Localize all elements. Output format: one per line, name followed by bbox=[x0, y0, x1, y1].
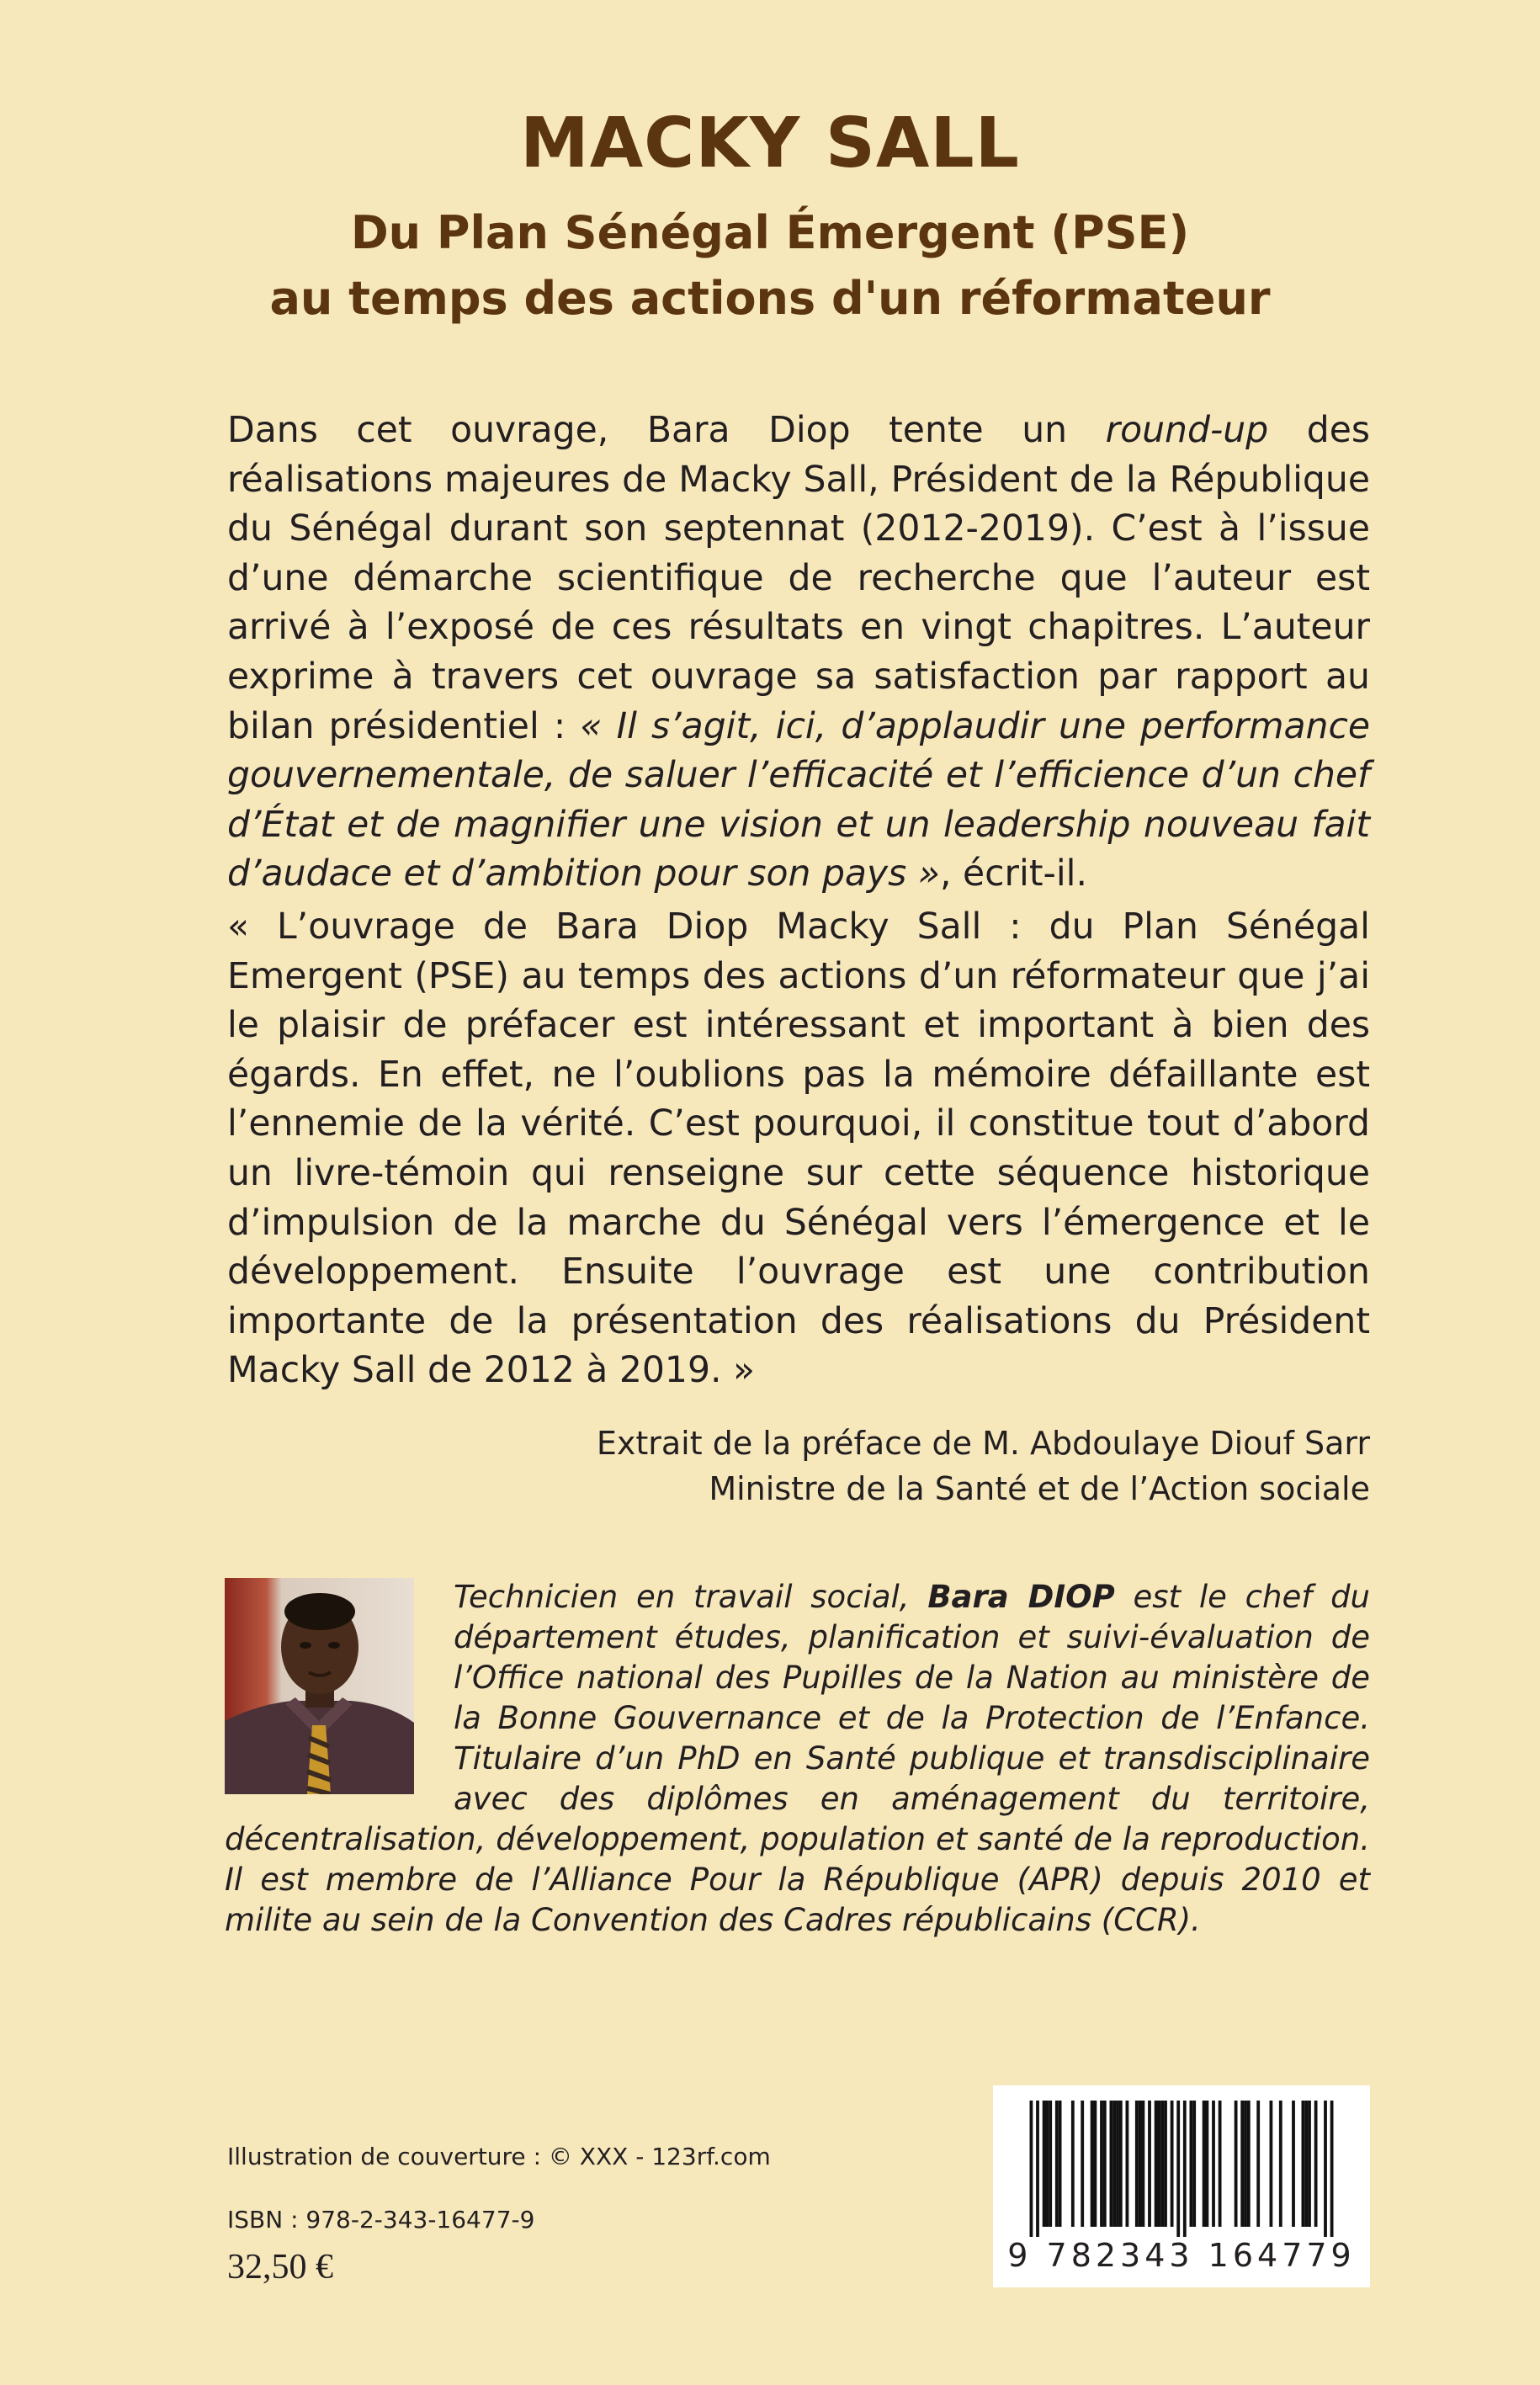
summary-text-3: , écrit-il. bbox=[940, 853, 1087, 895]
barcode-bar bbox=[1059, 2101, 1062, 2227]
barcode-bar bbox=[1126, 2101, 1129, 2227]
barcode-bar bbox=[1049, 2101, 1052, 2227]
barcode bbox=[993, 2085, 1370, 2287]
barcode-bar bbox=[1071, 2101, 1075, 2227]
attribution-line-2: Ministre de la Santé et de l’Action sociale bbox=[709, 1470, 1370, 1507]
barcode-bar bbox=[1302, 2101, 1305, 2227]
barcode-bar bbox=[1203, 2101, 1206, 2227]
barcode-bar bbox=[1160, 2101, 1164, 2227]
barcode-bar bbox=[1135, 2101, 1139, 2227]
barcode-bar bbox=[1036, 2101, 1039, 2237]
barcode-bar bbox=[1055, 2101, 1059, 2227]
barcode-bar bbox=[1094, 2101, 1097, 2227]
barcode-bar bbox=[1119, 2101, 1123, 2227]
price: 32,50 € bbox=[227, 2248, 333, 2287]
barcode-bar bbox=[1256, 2101, 1260, 2227]
barcode-bar bbox=[1116, 2101, 1119, 2227]
isbn: ISBN : 978-2-343-16477-9 bbox=[227, 2206, 535, 2234]
barcode-bar bbox=[1091, 2101, 1094, 2227]
barcode-bar bbox=[1046, 2101, 1049, 2227]
preface-attribution bbox=[597, 1421, 1370, 1511]
barcode-bar bbox=[1192, 2101, 1196, 2227]
barcode-digits: 9 782343 164779 bbox=[1007, 2237, 1356, 2274]
barcode-bar bbox=[1081, 2101, 1084, 2227]
summary-quote: « Il s’agit, ici, d’applaudir une performance gouvernementale, de saluer l’efficacité et l’efficience d’un chef d’État et de magnifier une vision et un leadership nouveau fait d’audace et d’ambition pour son pays » bbox=[227, 705, 1370, 895]
cover-illustration-credit: Illustration de couverture : © XXX - 123rf.com bbox=[227, 2143, 771, 2170]
barcode-bar bbox=[1270, 2101, 1273, 2227]
barcode-bar bbox=[1219, 2101, 1222, 2227]
barcode-bar bbox=[1113, 2101, 1116, 2227]
barcode-bar bbox=[1148, 2101, 1151, 2227]
title-block bbox=[0, 99, 1540, 332]
barcode-bar bbox=[1330, 2101, 1334, 2237]
barcode-bar bbox=[1190, 2101, 1193, 2227]
barcode-bar bbox=[1142, 2101, 1145, 2227]
barcode-bar bbox=[1103, 2101, 1107, 2227]
book-subtitle bbox=[0, 200, 1540, 332]
barcode-bar bbox=[1139, 2101, 1142, 2227]
barcode-bar bbox=[1240, 2101, 1244, 2227]
barcode-bar bbox=[1212, 2101, 1215, 2227]
book-title: MACKY SALL bbox=[520, 104, 1020, 183]
summary-italic-term: round-up bbox=[1105, 410, 1269, 451]
barcode-bar bbox=[1247, 2101, 1251, 2227]
barcode-bar bbox=[1158, 2101, 1161, 2227]
attribution-line-1: Extrait de la préface de M. Abdoulaye Diouf Sarr bbox=[596, 1425, 1370, 1462]
barcode-bar bbox=[1030, 2101, 1033, 2237]
barcode-bar bbox=[1244, 2101, 1247, 2227]
bio-text-1: Technicien en travail social, bbox=[454, 1579, 928, 1615]
barcode-bar bbox=[1324, 2101, 1327, 2237]
barcode-bar bbox=[1110, 2101, 1113, 2227]
barcode-bar bbox=[1043, 2101, 1046, 2227]
author-photo bbox=[225, 1578, 414, 1794]
subtitle-line-1: Du Plan Sénégal Émergent (PSE) bbox=[350, 206, 1190, 259]
barcode-bar bbox=[1155, 2101, 1158, 2227]
summary-text-2: des réalisations majeures de Macky Sall, Président de la République du Sénégal durant son septennat (2012-2019). C’est à l’issue d’une démarche scientifique de recherche que l’auteur est arrivé à l’exposé de ces résultats en vingt chapitres. L’auteur exprime à travers cet ouvrage sa satisfaction par rapport au bilan présidentiel : bbox=[227, 410, 1370, 747]
barcode-bar bbox=[1235, 2101, 1238, 2227]
author-name: Bara DIOP bbox=[927, 1579, 1115, 1615]
barcode-bar bbox=[1183, 2101, 1187, 2237]
bio-text-2: est le chef du département études, planification et suivi-évaluation de l’Office national des Pupilles de la Nation au ministère de la Bonne Gouvernance et de la Protection de l’Enfance. Titulaire d’un PhD en Santé publique et transdisciplinaire avec des diplômes en aménagement du territoire, décentralisation, développement, population et santé de la reproduction. Il est membre de l’Alliance Pour la République (APR) depuis 2010 et milite au sein de la Convention des Cadres républicains (CCR). bbox=[225, 1579, 1371, 1938]
barcode-bar bbox=[1171, 2101, 1174, 2227]
barcode-bar bbox=[1308, 2101, 1311, 2227]
summary-text-1: Dans cet ouvrage, Bara Diop tente un bbox=[227, 410, 1106, 451]
barcode-bars bbox=[993, 2085, 1370, 2237]
barcode-bar bbox=[1292, 2101, 1295, 2227]
barcode-bar bbox=[1176, 2101, 1180, 2237]
summary-paragraph bbox=[227, 406, 1370, 900]
barcode-bar bbox=[1304, 2101, 1308, 2227]
barcode-bar bbox=[1279, 2101, 1282, 2227]
barcode-bar bbox=[1206, 2101, 1209, 2227]
barcode-bar bbox=[1100, 2101, 1103, 2227]
preface-quote-paragraph: « L’ouvrage de Bara Diop Macky Sall : du Plan Sénégal Emergent (PSE) au temps des actions d’un réformateur que j’ai le plaisir de préfacer est intéressant et important à bien des égards. En effet, ne l’oublions pas la mémoire défaillante est l’ennemie de la vérité. C’est pourquoi, il constitue tout d’abord un livre-témoin qui renseigne sur cette séquence historique d’impulsion de la marche du Sénégal vers l’émergence et le développement. Ensuite l’ouvrage est une contribution importante de la présentation des réalisations du Président Macky Sall de 2012 à 2019. » bbox=[227, 906, 1370, 1392]
subtitle-line-2: au temps des actions d'un réformateur bbox=[269, 272, 1271, 325]
barcode-bar bbox=[1314, 2101, 1318, 2227]
barcode-bar bbox=[1164, 2101, 1167, 2227]
